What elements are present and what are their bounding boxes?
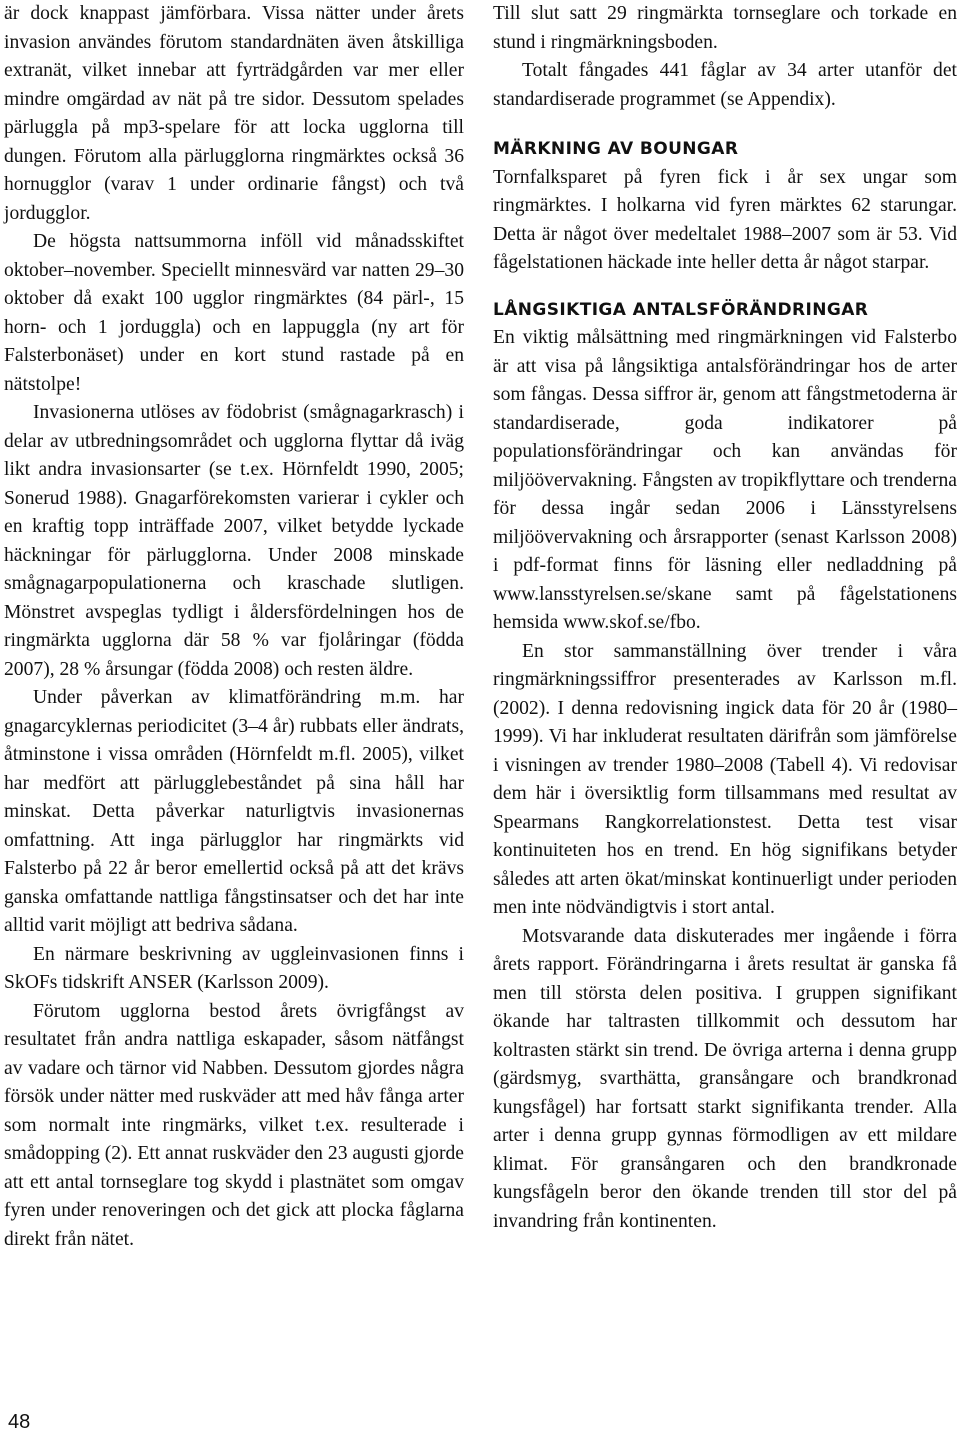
section-spacer: [493, 278, 957, 296]
body-paragraph: är dock knappast jämförbara. Vissa nätter under årets invasion användes förutom standardnäten även åtskilliga extranät, vilket innebar att fyrträdgården var mer eller mindre omgärdad av nät på tre sidor. Dessutom spelades pärluggla på mp3-spelare för att locka ugglorna till dungen. Förutom alla pärlugglorna ringmärktes också 36 hornugglor (varav 1 under ordinarie fångst) och två jordugglor.: [4, 3, 464, 224]
body-paragraph: Invasionerna utlöses av födobrist (smågnagarkrasch) i delar av utbredningsområdet och ugglorna flyttar då iväg likt andra invasionsarter (se t.ex. Hörnfeldt 1990, 2005; Sonerud 1988). Gnagarförekomsten varierar i cykler och en kraftig topp inträffade 2007, vilket betydde lyckade häckningar för pärlugglorna. Under 2008 minskade smågnagarpopulationerna och kraschade slutligen. Mönstret avspeglas tydligt i åldersfördelningen hos de ringmärkta ugglorna där 58 % var fjolåringar (födda 2007), 28 % årsungar (födda 2008) och resten äldre.: [4, 402, 464, 680]
body-paragraph: En viktig målsättning med ringmärkningen vid Falsterbo är att visa på långsiktiga antalsförändringar hos de arter som fångas. Dessa siffror är, genom att fångstmetoderna är standardiserade, goda indikatorer på populationsförändringar och kan användas för miljöövervakning. Fångsten av tropikflyttare och trenderna för dessa ingår sedan 2006 i Länsstyrelsens miljöövervakning och årsrapporter (senast Karlsson 2008) i pdf-format finns för läsning eller nedladdning på www.lansstyrelsen.se/skane samt på fågelstationens hemsida www.skof.se/fbo.: [493, 327, 957, 633]
body-paragraph: Totalt fångades 441 fåglar av 34 arter utanför det standardiserade programmet (se Appendix).: [493, 60, 957, 110]
body-paragraph: Förutom ugglorna bestod årets övrigfångst av resultatet från andra nattliga eskapader, såsom nätfångst av vadare och tärnor vid Nabben. Dessutom gjordes några försök under nätter med ruskväder att med håv fånga arter som normalt inte ringmärks, vilket t.ex. resulterade i smådopping (2). Ett annat ruskväder den 23 augusti gjorde att ett antal tornseglare tog skydd i plastnätet som omgav fyren under renoveringen och det gick att plocka fåglarna direkt från nätet.: [4, 1000, 464, 1250]
body-paragraph: En närmare beskrivning av uggleinvasionen finns i SkOFs tidskrift ANSER (Karlsson 2009).: [4, 943, 464, 993]
section-spacer: [493, 114, 957, 135]
body-paragraph: De högsta nattsummorna inföll vid månadsskiftet oktober–november. Speciellt minnesvärd var natten 29–30 oktober då exakt 100 ugglor ringmärktes (84 pärl-, 15 horn- och 1 jorduggla) och en lappuggla (ny art för Falsterbonäset) under en kort stund rastade på en nätstolpe!: [4, 231, 464, 395]
left-column: [4, 0, 464, 1254]
body-paragraph: En stor sammanställning över trender i våra ringmärkningssiffror presenterades av Karlsson m.fl. (2002). I denna redovisning ingick data för 20 år (1980–1999). Vi har inkluderat resultaten därifrån som jämförelse i visningen av trender 1980–2008 (Tabell 4). Vi redovisar dem här i översiktlig form tillsammans med resultat av Spearmans Rangkorrelationstest. Detta test visar kontinuiteten hos en trend. En hög signifikans betyder således att arten ökat/minskat kontinuerligt under perioden men inte nödvändigtvis i stort antal.: [493, 640, 957, 918]
body-paragraph: Under påverkan av klimatförändring m.m. har gnagarcyklernas periodicitet (3–4 år) rubbats eller ändrats, åtminstone i vissa områden (Hörnfeldt m.fl. 2005), vilket har medfört att pärlugglebeståndet på sina håll har minskat. Detta påverkar naturligtvis invasionernas omfattning. Att inga pärlugglor har ringmärkts vid Falsterbo på 22 år beror emellertid också på att det krävs ganska omfattande nattliga fångstinsatser och det har inte alltid varit möjligt att bedriva sådana.: [4, 687, 464, 936]
body-paragraph: Tornfalksparet på fyren fick i år sex ungar som ringmärktes. I holkarna vid fyren märktes 62 starungar. Detta är något över medeltalet 1988–2007 som är 53. Vid fågelstationen häckade inte heller detta år något starpar.: [493, 166, 957, 273]
section-heading-langsiktiga: LÅNGSIKTIGA ANTALSFÖRÄNDRINGAR: [493, 299, 869, 320]
section-heading-boungar: MÄRKNING AV BOUNGAR: [493, 139, 739, 159]
body-paragraph: Till slut satt 29 ringmärkta tornseglare och torkade en stund i ringmärkningsboden.: [493, 3, 957, 53]
page-number: 48: [8, 1411, 31, 1433]
body-paragraph: Motsvarande data diskuterades mer ingående i förra årets rapport. Förändringarna i årets resultat är ganska få men till största delen positiva. I gruppen signifikant ökande har taltrasten tillkommit och dessutom har koltrasten stärkt sin trend. De övriga arterna i denna grupp (gärdsmyg, svarthätta, gransångare och brandkronad kungsfågel) har fortsatt starkt signifikanta trender. Alla arter i denna grupp gynnas förmodligen av ett mildare klimat. För gransångaren och den brandkronade kungsfågeln beror den ökande trenden till stor del på invandring från kontinenten.: [493, 925, 957, 1232]
right-column: [493, 0, 957, 1236]
